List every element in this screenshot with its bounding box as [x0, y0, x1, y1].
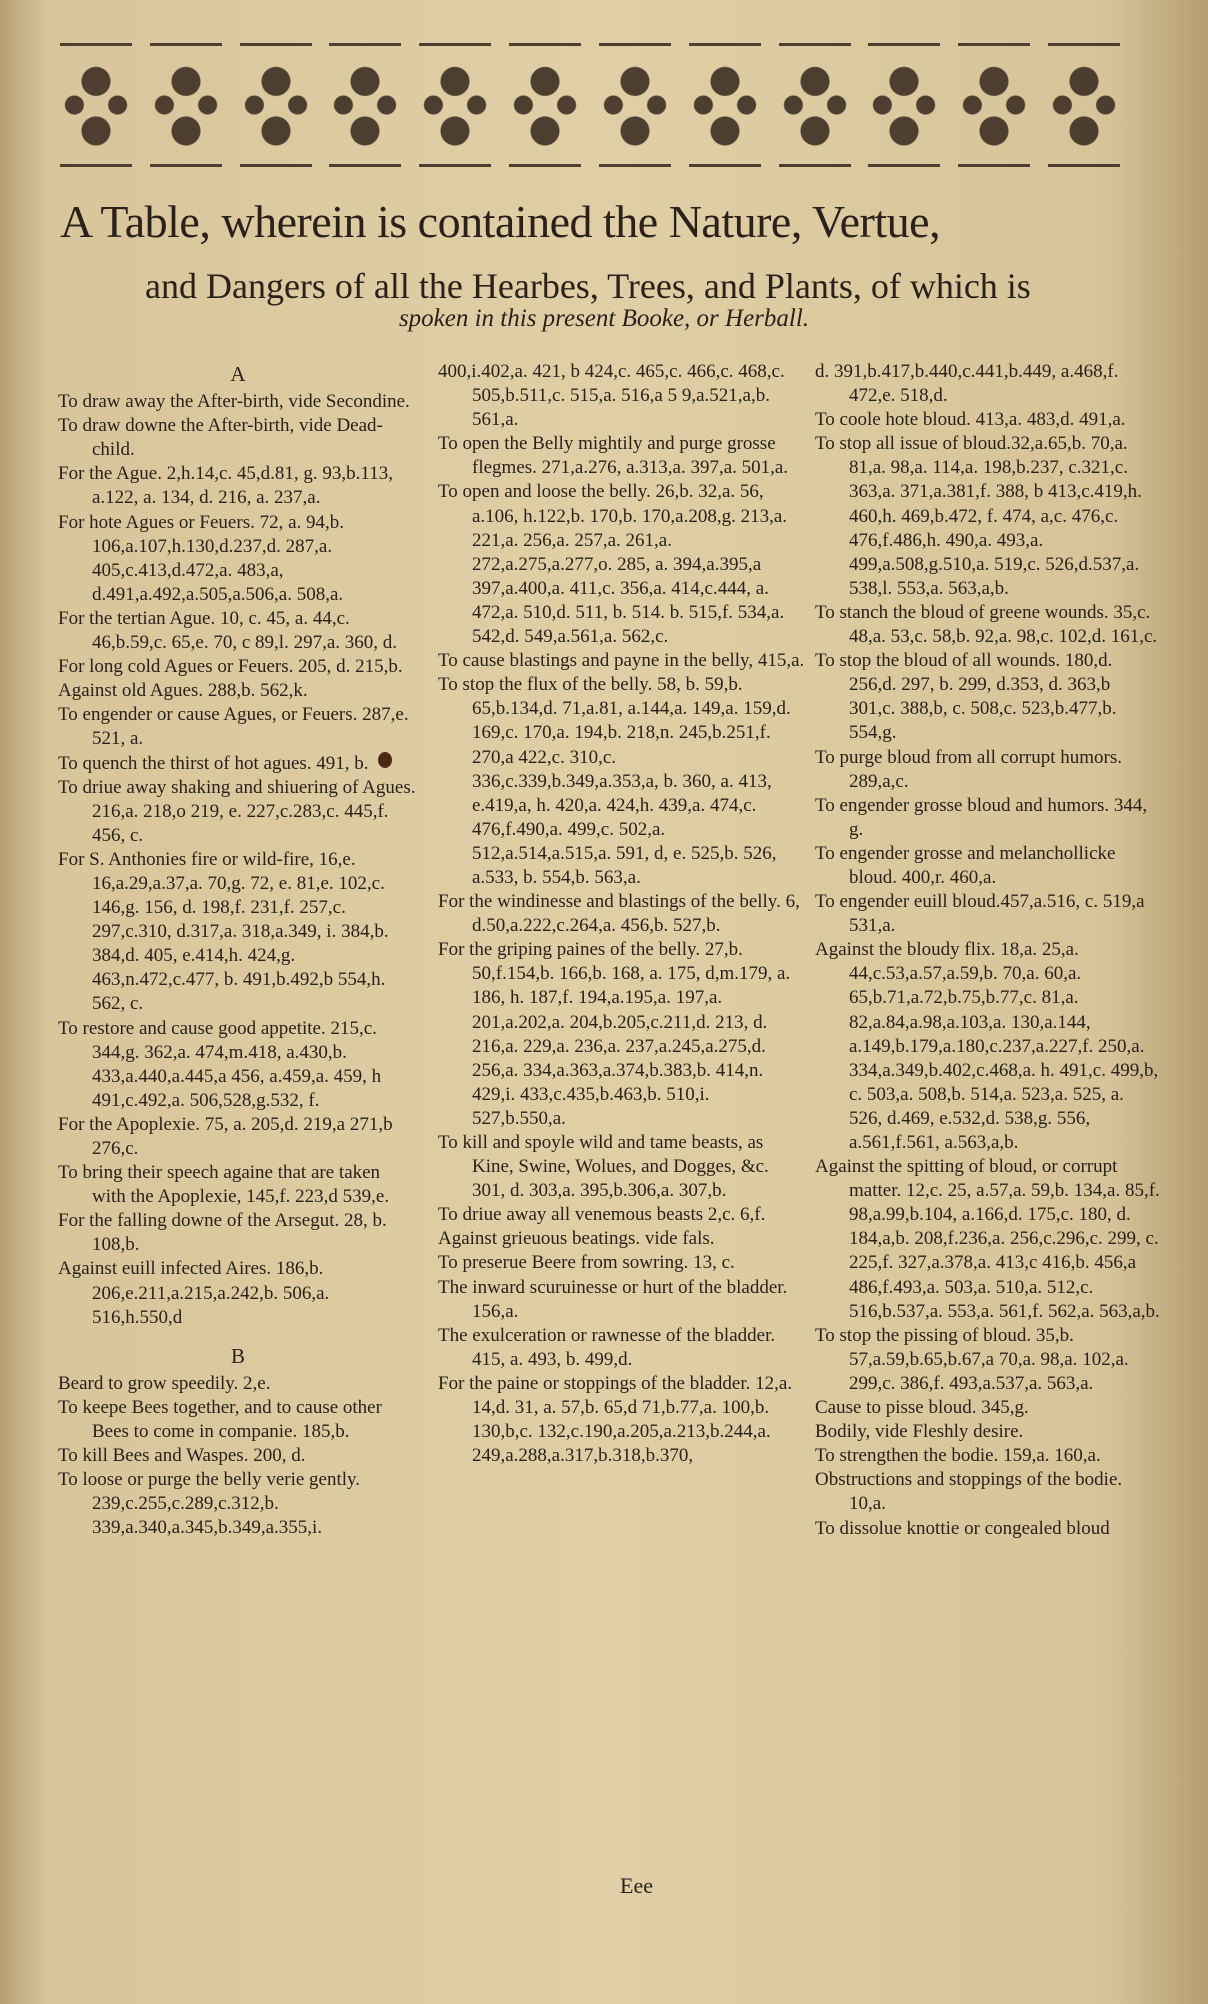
- index-entry: To strengthen the bodie. 159,a. 160,a.: [815, 1445, 1101, 1467]
- ornament-icon: [150, 43, 222, 167]
- entry-list-column-3: [815, 360, 1160, 1541]
- column-2: [438, 360, 806, 1468]
- index-entry: To stop the flux of the belly. 58, b. 59,b. 65,b.134,d. 71,a.81, a.144,a. 149,a. 159,d. 169,c. 170,a. 194,b. 218,n. 245,b.251,f. 270,a 422,c. 310,c. 336,c.339,b.349,a.353,a, b. 360, a. 413, e.419,a, h. 420,a. 424,h. 439,a. 474,c. 476,f.490,a. 499,c. 502,a. 512,a.514,a.515,a. 591, d, e. 525,b. 526, a.533, b. 554,b. 563,a.: [438, 674, 791, 888]
- index-entry: To driue away shaking and shiuering of Agues. 216,a. 218,o 219, e. 227,c.283,c. 445,f. 456, c.: [58, 776, 416, 846]
- ornament-icon: [60, 43, 132, 167]
- ink-blot: [378, 752, 392, 768]
- index-entry: Obstructions and stoppings of the bodie. 10,a.: [815, 1469, 1123, 1515]
- index-entry: Against old Agues. 288,b. 562,k.: [58, 680, 308, 702]
- index-entry: Against grieuous beatings. vide fals.: [438, 1228, 715, 1250]
- index-entry: Bodily, vide Fleshly desire.: [815, 1421, 1024, 1443]
- index-entry: To keepe Bees together, and to cause other Bees to come in companie. 185,b.: [58, 1396, 382, 1443]
- ornament-icon: [779, 43, 851, 167]
- index-entry: d. 391,b.417,b.440,c.441,b.449, a.468,f. 472,e. 518,d.: [815, 361, 1119, 407]
- index-entry: To engender euill bloud.457,a.516, c. 519,a 531,a.: [815, 891, 1145, 937]
- index-entry: Against the spitting of bloud, or corrupt matter. 12,c. 25, a.57,a. 59,b. 134,a. 85,f. 98,a.99,b.104, a.166,d. 175,c. 180, d. 184,a,b. 208,f.236,a. 256,c.296,c. 299, c. 225,f. 327,a.378,a. 413,c 416,b. 456,a 486,f.493,a. 503,a. 510,a. 512,c. 516,b.537,a. 553,a. 561,f. 562,a. 563,a,b.: [815, 1156, 1160, 1322]
- entry-list-a: [58, 390, 418, 1330]
- index-entry: Beard to grow speedily. 2,e.: [58, 1372, 271, 1394]
- ornament-icon: [958, 43, 1030, 167]
- index-entry: To purge bloud from all corrupt humors. 289,a,c.: [815, 746, 1123, 792]
- index-entry: To coole hote bloud. 413,a. 483,d. 491,a.: [815, 409, 1126, 431]
- index-entry: Against euill infected Aires. 186,b. 206,e.211,a.215,a.242,b. 506,a. 516,h.550,d: [58, 1258, 330, 1328]
- index-entry: For the tertian Ague. 10, c. 45, a. 44,c. 46,b.59,c. 65,e. 70, c 89,l. 297,a. 360, d.: [58, 607, 398, 654]
- index-entry: For the paine or stoppings of the bladder. 12,a. 14,d. 31, a. 57,b. 65,d 71,b.77,a. 100,b. 130,b,c. 132,c.190,a.205,a.213,b.244,a. 249,a.288,a.317,b.318,b.370,: [438, 1372, 793, 1467]
- index-entry: For the Ague. 2,h.14,c. 45,d.81, g. 93,b.113, a.122, a. 134, d. 216, a. 237,a.: [58, 463, 393, 509]
- index-entry: To bring their speech againe that are taken with the Apoplexie, 145,f. 223,d 539,e.: [58, 1162, 390, 1208]
- index-entry: To kill Bees and Waspes. 200, d.: [58, 1445, 306, 1467]
- column-3: [815, 360, 1160, 1541]
- ornament-icon: [1048, 43, 1120, 167]
- index-entry: To loose or purge the belly verie gently. 239,c.255,c.289,c.312,b. 339,a.340,a.345,b.349,a.355,i.: [58, 1469, 361, 1539]
- index-entry: For the falling downe of the Arsegut. 28, b. 108,b.: [58, 1210, 387, 1256]
- index-entry: To stop the bloud of all wounds. 180,d. 256,d. 297, b. 299, d.353, d. 363,b 301,c. 388,b, c. 508,c. 523,b.477,b. 554,g.: [815, 650, 1117, 744]
- index-entry: To driue away all venemous beasts 2,c. 6,f.: [438, 1204, 766, 1226]
- index-entry: To kill and spoyle wild and tame beasts, as Kine, Swine, Wolues, and Dogges, &c. 301, d. 303,a. 395,b.306,a. 307,b.: [438, 1132, 769, 1202]
- column-1: [58, 360, 418, 1541]
- index-entry: 400,i.402,a. 421, b 424,c. 465,c. 466,c. 468,c. 505,b.511,c. 515,a. 516,a 5 9,a.521,a,b. 561,a.: [438, 361, 785, 431]
- index-entry: To quench the thirst of hot agues. 491, b.: [58, 752, 369, 774]
- ornament-icon: [419, 43, 491, 167]
- index-entry: To cause blastings and payne in the belly, 415,a.: [438, 650, 805, 672]
- index-entry: To engender grosse and melanchollicke bloud. 400,r. 460,a.: [815, 842, 1116, 888]
- ornament-icon: [599, 43, 671, 167]
- index-entry: The inward scuruinesse or hurt of the bladder. 156,a.: [438, 1276, 788, 1322]
- index-entry: For the windinesse and blastings of the belly. 6, d.50,a.222,c.264,a. 456,b. 527,b.: [438, 891, 800, 937]
- index-entry: To draw downe the After-birth, vide Dead-child.: [58, 415, 383, 461]
- index-entry: To draw away the After-birth, vide Secondine.: [58, 391, 410, 413]
- index-entry: The exulceration or rawnesse of the bladder. 415, a. 493, b. 499,d.: [438, 1324, 776, 1370]
- index-entry: For S. Anthonies fire or wild-fire, 16,e. 16,a.29,a.37,a. 70,g. 72, e. 81,e. 102,c. 146,g. 156, d. 198,f. 231,f. 257,c. 297,c.310, d.317,a. 318,a.349, i. 384,b. 384,d. 405, e.414,h. 424,g. 463,n.472,c.477, b. 491,b.492,b 554,h. 562, c.: [58, 848, 389, 1015]
- index-entry: To restore and cause good appetite. 215,c. 344,g. 362,a. 474,m.418, a.430,b. 433,a.440,a.445,a 456, a.459,a. 459, h 491,c.492,a. 506,528,g.532, f.: [58, 1017, 382, 1111]
- index-entry: For hote Agues or Feuers. 72, a. 94,b. 106,a.107,h.130,d.237,d. 287,a. 405,c.413,d.472,a. 483,a, d.491,a.492,a.505,a.506,a. 508,a.: [58, 511, 345, 605]
- index-entry: Against the bloudy flix. 18,a. 25,a. 44,c.53,a.57,a.59,b. 70,a. 60,a. 65,b.71,a.72,b.75,b.77,c. 81,a. 82,a.84,a.98,a.103,a. 130,a.144, a.149,b.179,a.180,c.237,a.227,f. 250,a. 334,a.349,b.402,c.468,a. h. 491,c. 499,b, c. 503,a. 508,b. 514,a. 523,a. 525, a. 526, d.469, e.532,d. 538,g. 556, a.561,f.561, a.563,a,b.: [815, 939, 1159, 1153]
- section-letter-b: B: [230, 1343, 245, 1368]
- ornamental-header-band: [60, 40, 1120, 170]
- title-line-3: spoken in this present Booke, or Herball.: [398, 305, 810, 332]
- ornament-icon: [509, 43, 581, 167]
- index-entry: Cause to pisse bloud. 345,g.: [815, 1397, 1029, 1419]
- index-entry: To engender grosse bloud and humors. 344, g.: [815, 794, 1148, 840]
- index-entry: For long cold Agues or Feuers. 205, d. 215,b.: [58, 656, 403, 678]
- catchword: Eee: [620, 1873, 653, 1898]
- ornament-icon: [868, 43, 940, 167]
- index-entry: To open the Belly mightily and purge grosse flegmes. 271,a.276, a.313,a. 397,a. 501,a.: [438, 433, 789, 479]
- ornament-icon: [240, 43, 312, 167]
- ornament-icon: [329, 43, 401, 167]
- section-letter-a: A: [230, 362, 246, 386]
- entry-list-b: [58, 1372, 418, 1541]
- title-line-1: A Table, wherein is contained the Nature, Vertue,: [60, 196, 941, 247]
- index-entry: To dissolue knottie or congealed bloud: [815, 1517, 1110, 1539]
- index-entry: To open and loose the belly. 26,b. 32,a. 56, a.106, h.122,b. 170,b. 170,a.208,g. 213,a. 221,a. 256,a. 257,a. 261,a. 272,a.275,a.277,o. 285, a. 394,a.395,a 397,a.400,a. 411,c. 356,a. 414,c.444, a. 472,a. 510,d. 511, b. 514. b. 515,f. 534,a. 542,d. 549,a.561,a. 562,c.: [438, 481, 788, 648]
- index-entry: To engender or cause Agues, or Feuers. 287,e. 521, a.: [58, 704, 409, 750]
- index-entry: To stop the pissing of bloud. 35,b. 57,a.59,b.65,b.67,a 70,a. 98,a. 102,a. 299,c. 386,f. 493,a.537,a. 563,a.: [815, 1324, 1129, 1394]
- index-entry: For the griping paines of the belly. 27,b. 50,f.154,b. 166,b. 168, a. 175, d,m.179, a. 186, h. 187,f. 194,a.195,a. 197,a. 201,a.202,a. 204,b.205,c.211,d. 213, d. 216,a. 229,a. 236,a. 237,a.245,a.275,d. 256,a. 334,a.363,a.374,b.383,b. 414,n. 429,i. 433,c.435,b.463,b. 510,i. 527,b.550,a.: [438, 939, 791, 1129]
- index-entry: To stanch the bloud of greene wounds. 35,c. 48,a. 53,c. 58,b. 92,a. 98,c. 102,d. 161,c.: [815, 601, 1158, 648]
- index-entry: For the Apoplexie. 75, a. 205,d. 219,a 271,b 276,c.: [58, 1113, 393, 1159]
- index-entry: To preserue Beere from sowring. 13, c.: [438, 1252, 735, 1274]
- ornament-icon: [689, 43, 761, 167]
- index-entry: To stop all issue of bloud.32,a.65,b. 70,a. 81,a. 98,a. 114,a. 198,b.237, c.321,c. 363,a. 371,a.381,f. 388, b 413,c.419,h. 460,h. 469,b.472, f. 474, a,c. 476,c. 476,f.486,h. 490,a. 493,a. 499,a.508,g.510,a. 519,c. 526,d.537,a. 538,l. 553,a. 563,a,b.: [815, 433, 1142, 599]
- entry-list-column-2: [438, 360, 806, 1468]
- title-line-2: and Dangers of all the Hearbes, Trees, and Plants, of which is: [145, 266, 1031, 306]
